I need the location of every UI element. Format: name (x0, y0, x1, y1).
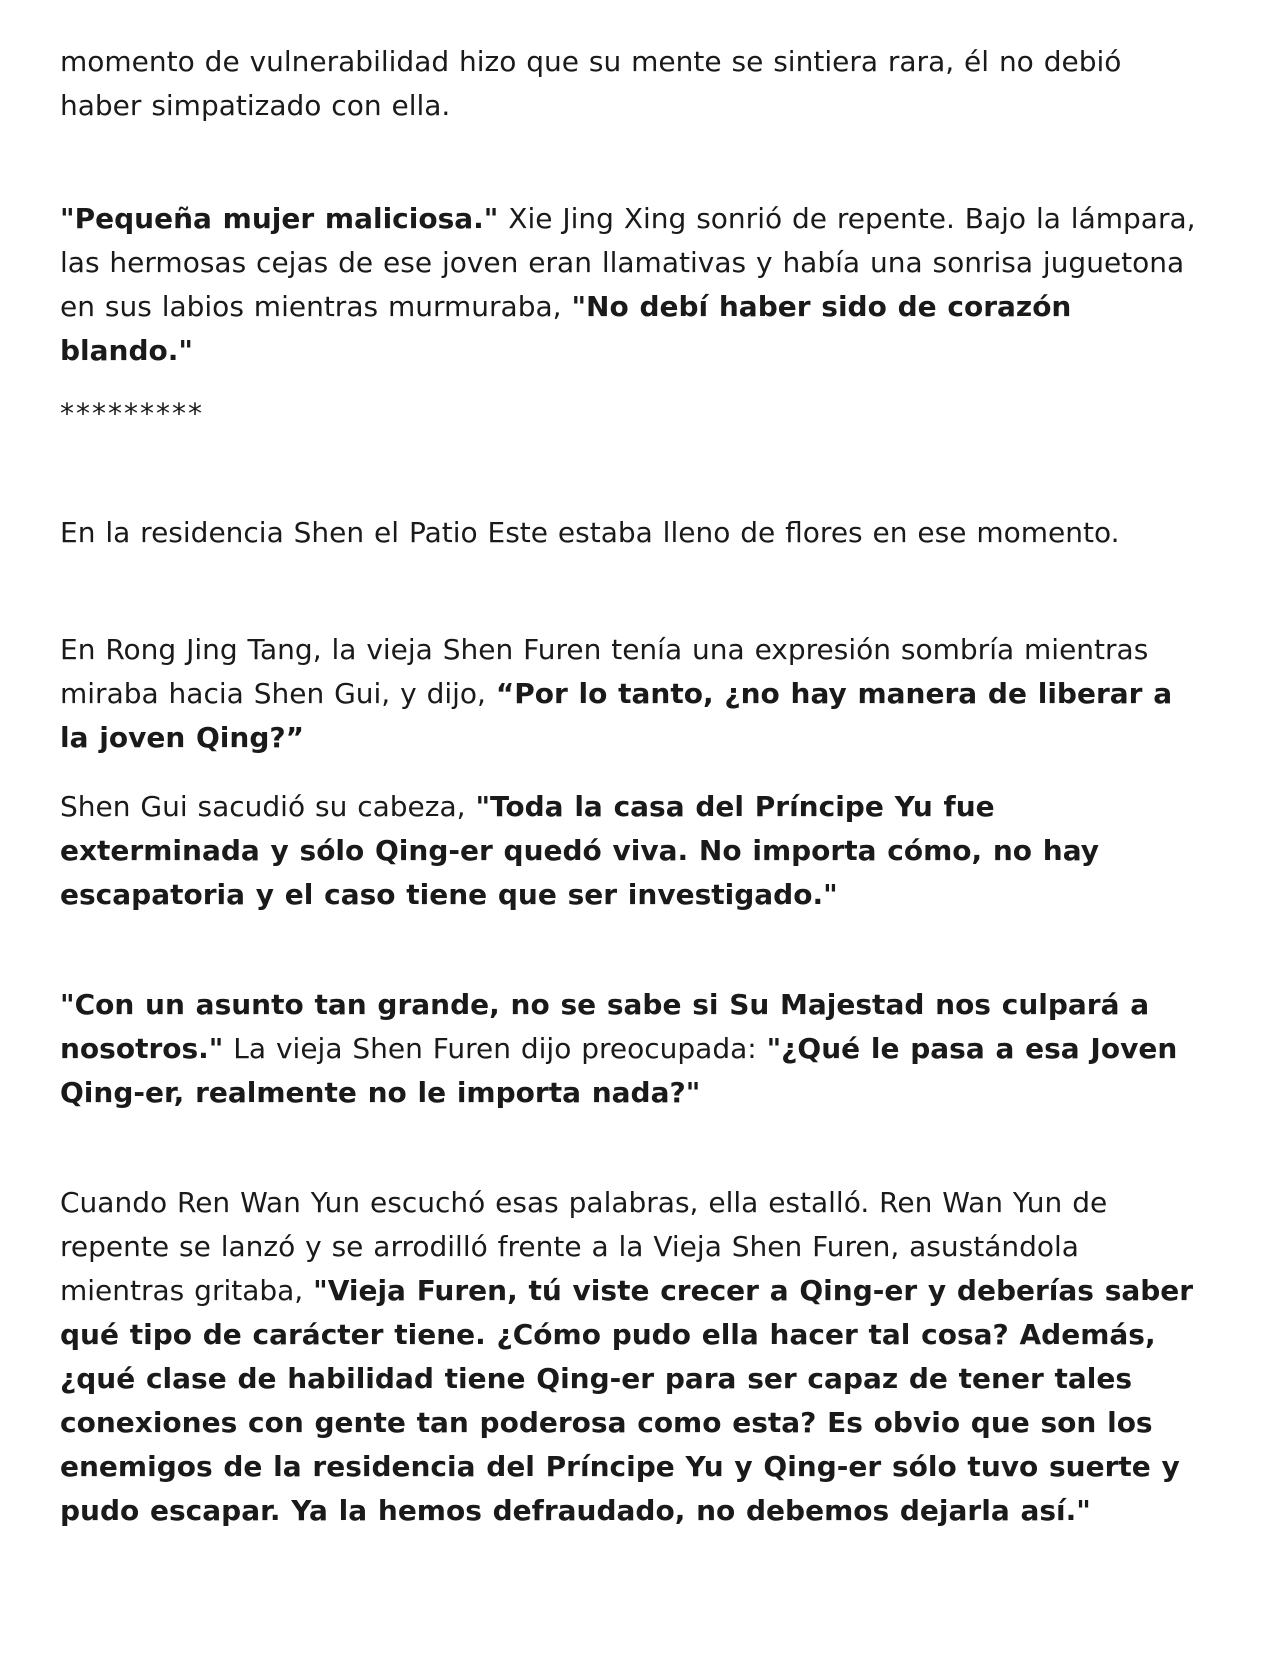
text-run: ********* (60, 397, 204, 430)
text-run: La vieja Shen Furen dijo preocupada: (223, 1032, 767, 1065)
text-run: En la residencia Shen el Patio Este estaba lleno de flores en ese momento. (60, 516, 1120, 549)
text-run: momento de vulnerabilidad hizo que su mente se sintiera rara, él no debió haber simpatizado con ella. (60, 45, 1122, 122)
bold-text-run: "Pequeña mujer maliciosa." (60, 202, 499, 235)
bold-text-run: "¿Qué le pasa a esa Joven Qing-er, realmente no le importa nada?" (60, 1032, 1178, 1109)
bold-text-run: "Toda la casa del Príncipe Yu fue exterminada y sólo Qing-er quedó viva. No importa cómo, no hay escapatoria y el caso tiene que ser investigado." (60, 790, 1099, 911)
bold-text-run: “Por lo tanto, ¿no hay manera de liberar a la joven Qing?” (60, 677, 1173, 754)
paragraph-5 (60, 785, 1200, 917)
paragraph-2 (60, 197, 1200, 373)
text-run: Xie Jing Xing sonrió de repente. Bajo la lámpara, las hermosas cejas de ese joven eran llamativas y había una sonrisa juguetona en sus labios mientras murmuraba, (60, 202, 1196, 323)
paragraph-7 (60, 1181, 1200, 1533)
text-run: Shen Gui sacudió su cabeza, (60, 790, 476, 823)
scene-break (60, 392, 1200, 436)
bold-text-run: "No debí haber sido de corazón blando." (60, 290, 1072, 367)
paragraph-3 (60, 511, 1200, 555)
paragraph-1 (60, 40, 1200, 128)
paragraph-4 (60, 628, 1200, 760)
text-run: En Rong Jing Tang, la vieja Shen Furen tenía una expresión sombría mientras miraba hacia Shen Gui, y dijo, (60, 633, 1149, 710)
bold-text-run: "Vieja Furen, tú viste crecer a Qing-er y deberías saber qué tipo de carácter tiene. ¿Cómo pudo ella hacer tal cosa? Además, ¿qué clase de habilidad tiene Qing-er para ser capaz de tener tales conexiones con gente tan poderosa como esta? Es obvio que son los enemigos de la residencia del Príncipe Yu y Qing-er sólo tuvo suerte y pudo escapar. Ya la hemos defraudado, no debemos dejarla así." (60, 1274, 1194, 1527)
bold-text-run: "Con un asunto tan grande, no se sabe si Su Majestad nos culpará a nosotros." (60, 988, 1150, 1065)
text-run: Cuando Ren Wan Yun escuchó esas palabras, ella estalló. Ren Wan Yun de repente se lanzó y se arrodilló frente a la Vieja Shen Furen, asustándola mientras gritaba, (60, 1186, 1108, 1307)
paragraph-6 (60, 983, 1200, 1115)
